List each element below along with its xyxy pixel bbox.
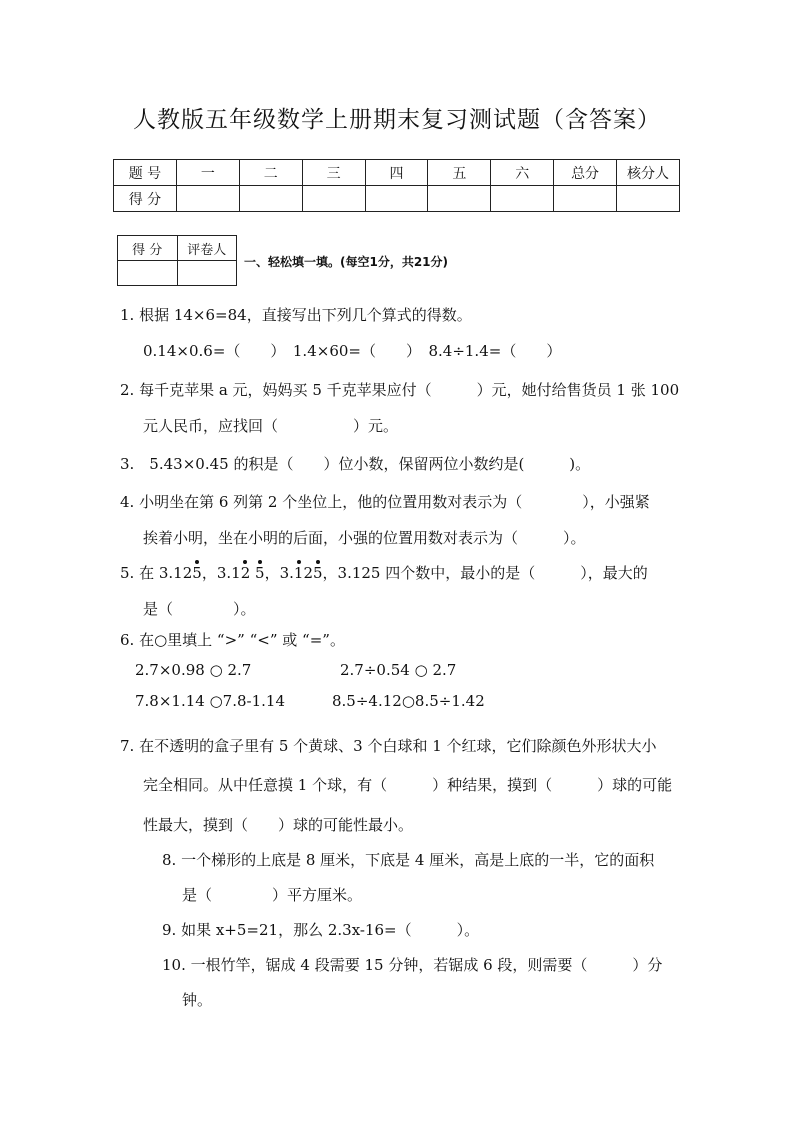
question-8-line1: 8. 一个梯形的上底是 8 厘米，下底是 4 厘米，高是上底的一半，它的面积 [162, 851, 655, 869]
question-3: 3. 5.43×0.45 的积是（ ）位小数，保留两位小数约是( )。 [120, 455, 591, 473]
score-header-cell: 题 号 [114, 160, 177, 186]
grader-name-cell[interactable] [177, 261, 237, 286]
score-header-cell: 五 [428, 160, 491, 186]
q5-number-2: 3.1 [216, 564, 241, 582]
score-cell[interactable] [617, 186, 680, 212]
score-cell[interactable] [491, 186, 554, 212]
q5-suffix: ，3.125 四个数中，最小的是（ ），最大的 [322, 564, 648, 582]
score-cell[interactable] [302, 186, 365, 212]
question-6-a: 2.7×0.98 ○ 2.7 [135, 661, 252, 679]
q5-prefix: 5. 在 [120, 564, 159, 582]
score-header-cell: 总分 [554, 160, 617, 186]
score-cell[interactable] [176, 186, 239, 212]
q5-number-1: 3.12 [158, 564, 193, 582]
repeating-digit: 5 [255, 564, 265, 582]
question-6-c: 7.8×1.14 ○7.8-1.14 [135, 692, 285, 710]
repeating-digit: 1 [293, 564, 304, 582]
score-cell[interactable] [365, 186, 428, 212]
q5-separator: ， [201, 564, 217, 582]
question-6-d: 8.5÷4.12○8.5÷1.42 [332, 692, 485, 710]
question-10-line2: 钟。 [182, 991, 213, 1009]
q5-number-3-mid: 2 [303, 564, 313, 582]
question-6: 6. 在○里填上 “>” “<” 或 “=”。 [120, 631, 345, 649]
score-header-cell: 一 [176, 160, 239, 186]
grader-score-cell[interactable] [118, 261, 178, 286]
question-10-line1: 10. 一根竹竿，锯成 4 段需要 15 分钟，若锯成 6 段，则需要（ ）分 [162, 956, 663, 974]
question-4-line2: 挨着小明，坐在小明的后面，小强的位置用数对表示为（ ）。 [143, 529, 586, 547]
question-5-line2: 是（ ）。 [143, 600, 256, 618]
score-table [113, 159, 680, 212]
q5-number-3: 3. [279, 564, 294, 582]
page-title: 人教版五年级数学上册期末复习测试题（含答案） [133, 107, 661, 133]
score-header-cell: 核分人 [617, 160, 680, 186]
question-7-line1: 7. 在不透明的盒子里有 5 个黄球、3 个白球和 1 个红球，它们除颜色外形状大小 [120, 737, 657, 755]
repeating-digit: 2 [240, 564, 251, 582]
question-1-items: 0.14×0.6=（ ） 1.4×60=（ ） 8.4÷1.4=（ ） [143, 342, 562, 360]
q5-separator: ， [264, 564, 280, 582]
question-8-line2: 是（ ）平方厘米。 [182, 886, 363, 904]
question-1: 1. 根据 14×6=84，直接写出下列几个算式的得数。 [120, 306, 472, 324]
section-heading: 一、轻松填一填。(每空1分，共21分) [244, 255, 449, 269]
repeating-digit: 5 [312, 564, 323, 582]
score-table-score-row [114, 186, 680, 212]
score-row-label: 得 分 [114, 186, 177, 212]
grader-name-label: 评卷人 [177, 236, 237, 261]
question-4-line1: 4. 小明坐在第 6 列第 2 个坐位上，他的位置用数对表示为（ ），小强紧 [120, 493, 650, 511]
score-cell[interactable] [428, 186, 491, 212]
question-5-line1 [120, 562, 648, 583]
score-header-cell: 三 [302, 160, 365, 186]
score-cell[interactable] [554, 186, 617, 212]
score-table-header-row [114, 160, 680, 186]
score-header-cell: 二 [239, 160, 302, 186]
question-9: 9. 如果 x+5=21，那么 2.3x-16=（ ）。 [162, 921, 480, 939]
question-7-line3: 性最大，摸到（ ）球的可能性最小。 [143, 816, 414, 834]
grader-box [117, 235, 237, 286]
score-header-cell: 四 [365, 160, 428, 186]
repeating-digit: 5 [192, 564, 202, 582]
question-6-b: 2.7÷0.54 ○ 2.7 [340, 661, 457, 679]
question-7-line2: 完全相同。从中任意摸 1 个球，有（ ）种结果，摸到（ ）球的可能 [143, 776, 673, 794]
grader-score-label: 得 分 [118, 236, 178, 261]
question-2-line2: 元人民币，应找回（ ）元。 [143, 417, 399, 435]
question-2-line1: 2. 每千克苹果 a 元，妈妈买 5 千克苹果应付（ ）元，她付给售货员 1 张 100 [120, 381, 680, 399]
score-header-cell: 六 [491, 160, 554, 186]
score-cell[interactable] [239, 186, 302, 212]
